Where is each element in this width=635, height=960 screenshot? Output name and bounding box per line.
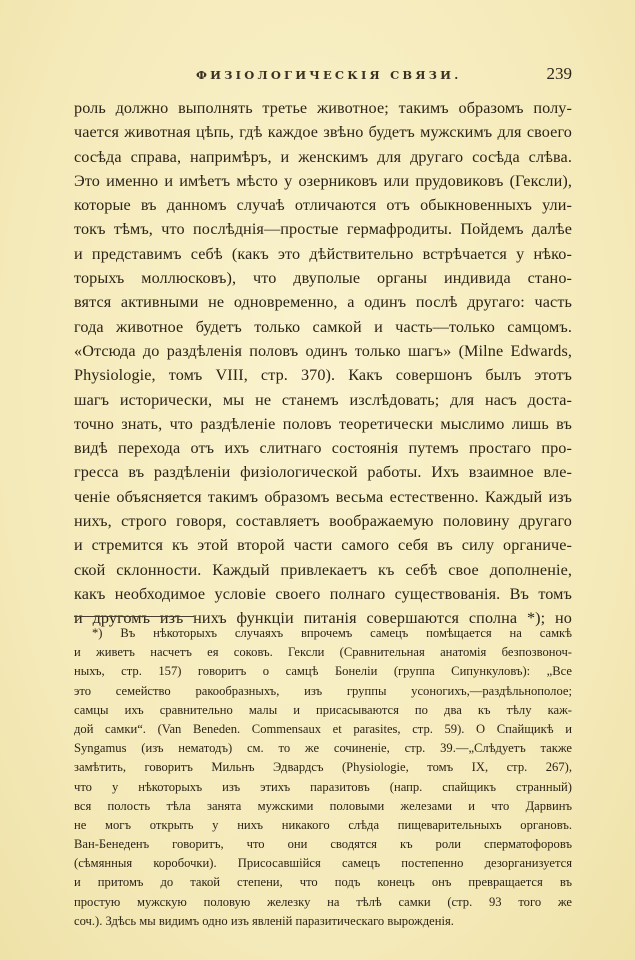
footnote-line: Ван-Бенеденъ говоритъ, что они сводятся къ роли сперматофоровъ xyxy=(74,837,572,852)
text-line: «Отсюда до раздѣленія половъ одинъ только шагъ» (Milne Edwards, xyxy=(74,341,572,360)
footnote-line: вся полость тѣла занята мужскими половыми железами и что Дарвинъ xyxy=(74,798,572,813)
footnote-line: и живетъ насчетъ ея соковъ. Гексли (Сравнительная анатомія безпозвоноч- xyxy=(74,645,572,660)
running-title: ФИЗІОЛОГИЧЕСКІЯ СВЯЗИ. xyxy=(196,68,462,82)
footnote xyxy=(74,624,572,931)
footnote-divider xyxy=(74,616,194,617)
footnote-line: (сѣмянныя коробочки). Присосавшійся самецъ постепенно дезорганизуется xyxy=(74,856,572,871)
text-line: года животное будетъ только самкой и часть—только самцомъ. xyxy=(74,317,572,336)
footnote-line: *) Въ нѣкоторыхъ случаяхъ впрочемъ самецъ помѣщается на самкѣ xyxy=(92,626,572,640)
text-line: нихъ, строго говоря, составляетъ воображаемую половину другаго xyxy=(74,512,572,531)
text-line: токъ тѣмъ, что послѣднія—простые гермафродиты. Пойдемъ далѣе xyxy=(74,220,572,239)
footnote-line: и притомъ до такой степени, что подъ конецъ онъ превращается въ xyxy=(74,875,572,890)
footnote-line: ныхъ, стр. 157) говоритъ о самцѣ Бонеліи (группа Сипункуловъ): „Все xyxy=(74,664,572,679)
footnote-line: дой самки“. (Van Beneden. Commensaux et parasites, стр. 59). О Спайщикѣ и xyxy=(74,721,572,736)
text-line: чается животная цѣпь, гдѣ каждое звѣно будетъ мужскимъ для своего xyxy=(74,123,572,142)
text-line: гресса въ раздѣленіи физіологической работы. Ихъ взаимное вле- xyxy=(74,463,572,482)
footnote-line: простую мужскую половую железку на тѣлѣ самки (стр. 93 того же xyxy=(74,894,572,909)
text-line: вятся активными не одновременно, а одинъ послѣ другаго: часть xyxy=(74,293,572,312)
text-line: сосѣда справа, напримѣръ, и женскимъ для другаго сосѣда слѣва. xyxy=(74,147,572,166)
page-header xyxy=(76,64,572,88)
page-number: 239 xyxy=(546,64,572,83)
text-line: точно знать, что раздѣленіе половъ теоретически мыслимо лишь въ xyxy=(74,414,572,433)
text-line: Physiologie, томъ VIII, стр. 370). Какъ совершонъ былъ этотъ xyxy=(74,366,572,385)
footnote-line: соч.). Здѣсь мы видимъ одно изъ явленій паразитическаго вырожденія. xyxy=(74,913,454,928)
footnote-line: это семейство ракообразныхъ, изъ группы усоногихъ,—раздѣльнополое; xyxy=(74,683,572,698)
text-line: Это именно и имѣетъ мѣсто у озерниковъ или прудовиковъ (Гексли), xyxy=(74,171,572,190)
footnote-line: что у нѣкоторыхъ изъ этихъ паразитовъ (напр. спайщикъ странный) xyxy=(74,779,572,794)
text-line: ченіе объясняется такимъ образомъ весьма естественно. Каждый изъ xyxy=(74,487,572,506)
footnote-line: Syngamus (изъ нематодъ) см. то же сочиненіе, стр. 39.—„Слѣдуетъ также xyxy=(74,741,572,756)
footnote-line: замѣтить, говоритъ Мильнъ Эдвардсъ (Physiologie, томъ IX, стр. 267), xyxy=(74,760,572,775)
text-line: роль должно выполнять третье животное; такимъ образомъ полу- xyxy=(74,99,572,117)
text-line: видѣ перехода отъ ихъ слитнаго состоянія путемъ простаго про- xyxy=(74,439,572,458)
text-line: ской склонности. Каждый привлекаетъ къ себѣ свое дополненіе, xyxy=(74,560,572,579)
text-line: какъ необходимое условіе своего полнаго существованія. Въ томъ xyxy=(74,584,572,603)
text-line: и представимъ себѣ (какъ это дѣйствительно встрѣчается у нѣко- xyxy=(74,244,572,263)
text-line: шагъ исторически, мы не станемъ изслѣдовать; для насъ доста- xyxy=(74,390,572,409)
text-line: и другомъ изъ нихъ функціи питанія совершаются сполна *); но xyxy=(74,609,572,628)
footnote-line: самцы ихъ сравнительно малы и присасываются по два къ тѣлу каж- xyxy=(74,702,572,717)
main-text xyxy=(74,96,572,631)
footnote-line: не могъ открыть у нихъ никакого слѣда пищеварительныхъ органовъ. xyxy=(74,817,572,832)
text-line: торыхъ моллюсковъ), что двуполые органы индивида стано- xyxy=(74,269,572,288)
text-line: которые въ данномъ случаѣ отличаются отъ обыкновенныхъ ули- xyxy=(74,196,572,215)
text-line: и стремится къ этой второй части самого себя въ силу органиче- xyxy=(74,536,572,555)
